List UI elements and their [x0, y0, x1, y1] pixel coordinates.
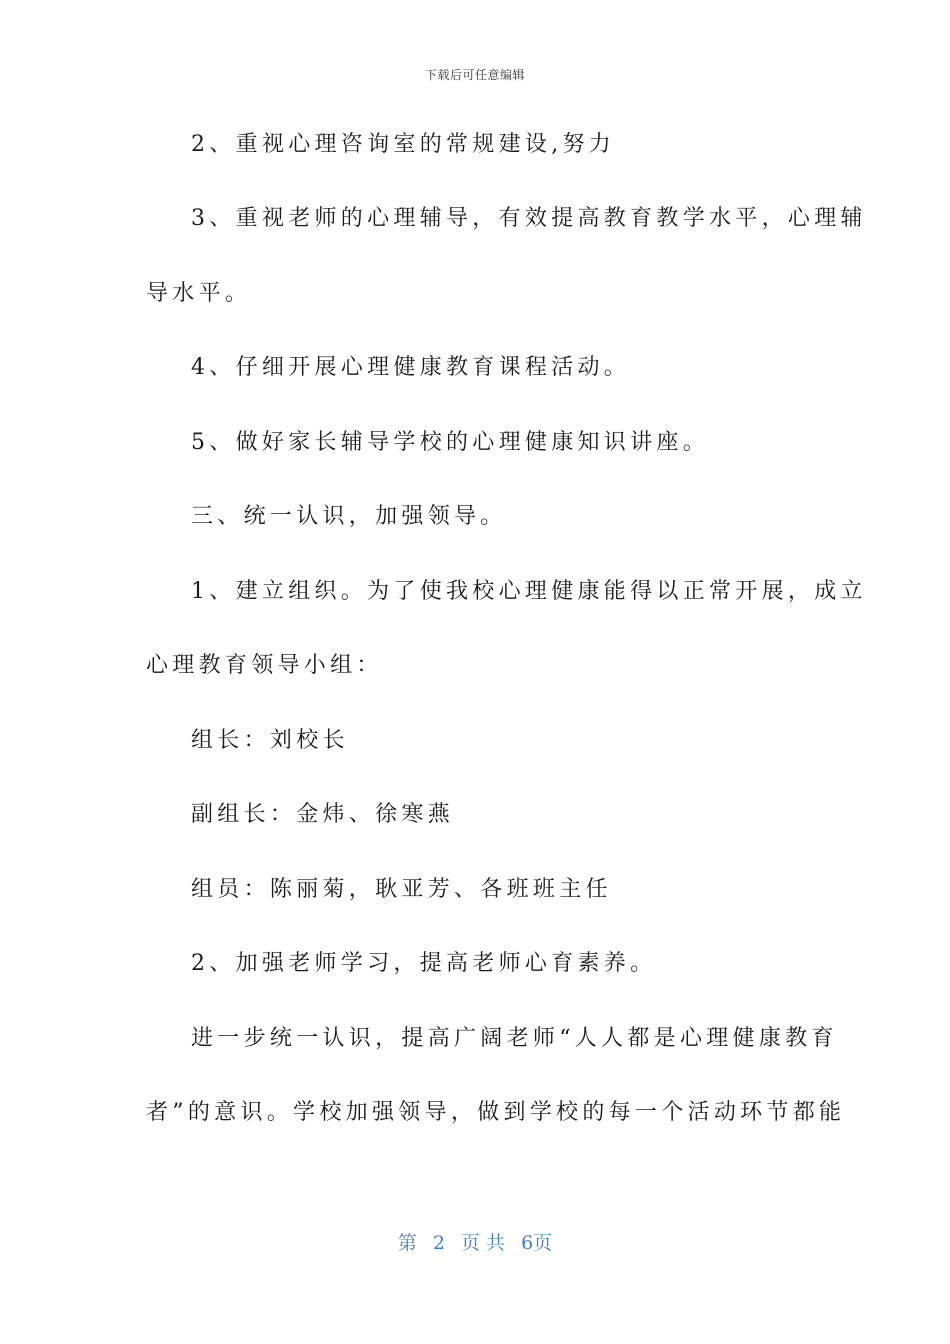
paragraph-line: 2、加强老师学习，提高老师心育素养。	[191, 951, 657, 976]
paragraph-line: 2、重视心理咨询室的常规建设,努力	[191, 132, 616, 157]
paragraph-line: 进一步统一认识，提高广阔老师“人人都是心理健康教育	[191, 1026, 838, 1051]
paragraph-line: 导水平。	[146, 281, 252, 306]
footer-page-current: 2	[432, 1232, 445, 1254]
paragraph-line: 5、做好家长辅导学校的心理健康知识讲座。	[191, 430, 709, 455]
footer-page-total: 6页	[521, 1232, 553, 1254]
page-footer	[0, 1228, 950, 1255]
footer-page-label: 第	[397, 1232, 417, 1254]
footer-page-mid: 页 共	[461, 1232, 506, 1254]
section-heading: 三、统一认识，加强领导。	[191, 504, 507, 529]
page-header-note: 下载后可任意编辑	[424, 68, 525, 82]
paragraph-line: 3、重视老师的心理辅导，有效提高教育教学水平，心理辅	[191, 206, 867, 231]
paragraph-line: 组员：陈丽菊，耿亚芳、各班班主任	[191, 877, 612, 902]
paragraph-line: 1、建立组织。为了使我校心理健康能得以正常开展，成立	[191, 579, 867, 604]
paragraph-line: 心理教育领导小组：	[146, 653, 383, 678]
paragraph-line: 副组长：金炜、徐寒燕	[191, 802, 455, 827]
paragraph-line: 组长：刘校长	[191, 728, 349, 753]
paragraph-line: 者”的意识。学校加强领导，做到学校的每一个活动环节都能	[146, 1100, 846, 1125]
paragraph-line: 4、仔细开展心理健康教育课程活动。	[191, 355, 631, 380]
